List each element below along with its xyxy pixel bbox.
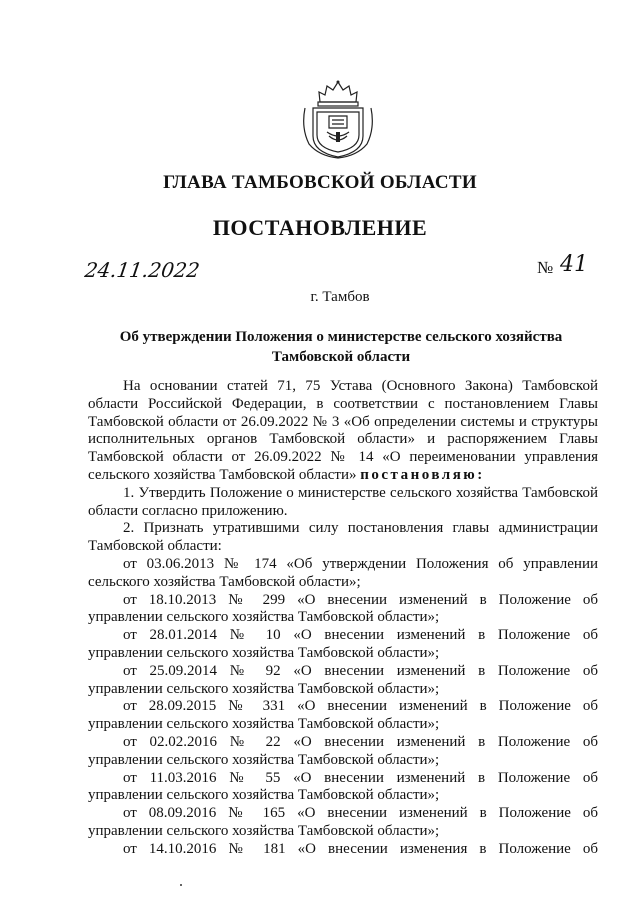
decree-word: постановляю: bbox=[360, 466, 485, 483]
document-number: 41 bbox=[560, 252, 588, 277]
list-item-tail: сельского хозяйства Тамбовской области»; bbox=[88, 573, 361, 590]
list-item bbox=[88, 592, 598, 628]
coat-of-arms-emblem bbox=[299, 78, 377, 160]
title-line: Тамбовской области bbox=[271, 349, 411, 365]
list-item-tail: управлении сельского хозяйства Тамбовской области»; bbox=[88, 787, 440, 804]
list-item-head: от 25.09.2014 № 92 «О внесении изменений в Положение об bbox=[123, 662, 598, 679]
list-item bbox=[88, 698, 598, 734]
scan-artifact-dot bbox=[180, 884, 182, 886]
document-title bbox=[85, 327, 597, 367]
organization-name: ГЛАВА ТАМБОВСКОЙ ОБЛАСТИ bbox=[163, 172, 477, 193]
city: г. Тамбов bbox=[310, 289, 370, 305]
list-item-head: от 18.10.2013 № 299 «О внесении изменений в Положение об bbox=[123, 591, 598, 608]
list-item bbox=[88, 556, 598, 592]
list-item-head: от 14.10.2016 № 181 «О внесении изменения в Положение об bbox=[123, 840, 598, 857]
point-paragraph: 1. Утвердить Положение о министерстве сельского хозяйства Тамбовской области согласно приложению. bbox=[88, 484, 598, 519]
list-item-tail: управлении сельского хозяйства Тамбовской области»; bbox=[88, 680, 440, 697]
list-item-tail: управлении сельского хозяйства Тамбовской области»; bbox=[88, 609, 440, 626]
list-item-tail: управлении сельского хозяйства Тамбовской области»; bbox=[88, 822, 440, 839]
document-date: 24.11.2022 bbox=[83, 258, 202, 282]
list-item bbox=[88, 805, 598, 841]
preamble-paragraph bbox=[88, 378, 598, 485]
list-item bbox=[88, 663, 598, 699]
list-item-head: от 28.09.2015 № 331 «О внесении изменений в Положение об bbox=[123, 698, 598, 715]
point-paragraph: 2. Признать утратившими силу постановления главы администрации Тамбовской области: bbox=[88, 520, 598, 555]
list-item-head: от 28.01.2014 № 10 «О внесении изменений в Положение об bbox=[123, 627, 598, 644]
list-item-tail: управлении сельского хозяйства Тамбовской области»; bbox=[88, 644, 440, 661]
document-number-label: № bbox=[537, 258, 554, 277]
list-item-head: от 08.09.2016 № 165 «О внесении изменений в Положение об bbox=[123, 805, 598, 822]
list-item bbox=[88, 627, 598, 663]
list-item-tail: управлении сельского хозяйства Тамбовской области»; bbox=[88, 716, 440, 733]
title-line: Об утверждении Положения о министерстве сельского хозяйства bbox=[119, 329, 563, 345]
list-item bbox=[88, 734, 598, 770]
document-type: ПОСТАНОВЛЕНИЕ bbox=[212, 215, 428, 240]
document-body bbox=[88, 378, 598, 859]
list-item-tail: управлении сельского хозяйства Тамбовской области»; bbox=[88, 751, 440, 768]
preamble-text: На основании статей 71, 75 Устава (Основного Закона) Тамбовской области Российской Федерации, в соответствии с постановлением Главы Тамбовской области от 26.09.2022 № 3 «Об определении системы и структуры исполнительных органов Тамбовской области» и распоряжением Главы Тамбовской области от 26.09.2022 № 14 «О переименовании управления сельского хозяйства Тамбовской области» bbox=[88, 378, 598, 483]
list-item-head: от 11.03.2016 № 55 «О внесении изменений в Положение об bbox=[123, 769, 598, 786]
list-item bbox=[88, 770, 598, 806]
list-item bbox=[88, 841, 598, 859]
list-item-head: от 03.06.2013 № 174 «Об утверждении Положения об управлении bbox=[123, 555, 598, 572]
list-item-head: от 02.02.2016 № 22 «О внесении изменений в Положение об bbox=[123, 733, 598, 750]
